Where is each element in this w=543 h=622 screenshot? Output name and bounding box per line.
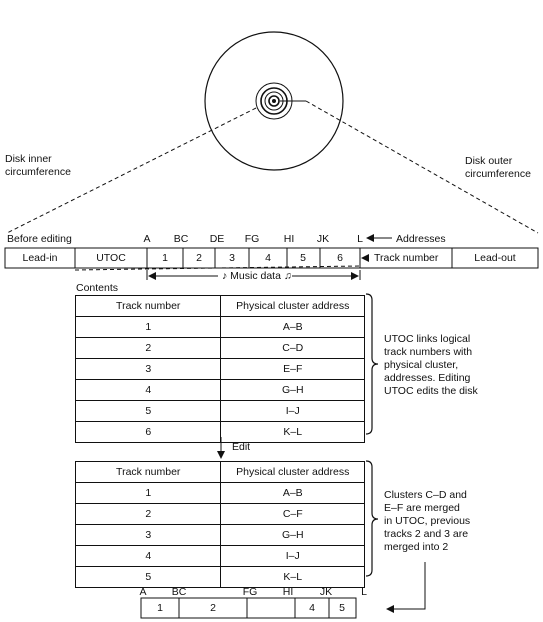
address-BC: BC	[173, 233, 189, 245]
table-row	[76, 401, 365, 422]
segment-track-4: 4	[265, 252, 271, 264]
brace-after	[366, 461, 378, 576]
table-header	[76, 462, 365, 483]
bottom-segment-5: 5	[339, 602, 345, 614]
address-L: L	[357, 233, 363, 245]
bottom-address-L: L	[361, 586, 367, 598]
table-row	[76, 422, 365, 443]
segment-track-number: Track number	[374, 252, 439, 264]
cell-track: 1	[76, 483, 221, 504]
table-row	[76, 525, 365, 546]
note-after: Clusters C–D and E–F are merged in UTOC, previous tracks 2 and 3 are merged into 2	[384, 489, 471, 553]
bottom-address-strip	[141, 598, 356, 618]
cell-track: 4	[76, 380, 221, 401]
table-row	[76, 567, 365, 588]
segment-utoc: UTOC	[96, 252, 126, 264]
disk-outer-label: Disk outer circumference	[465, 155, 531, 180]
cell-address: I–J	[221, 401, 365, 422]
projection-lines	[7, 101, 538, 270]
address-strip	[5, 248, 538, 268]
segment-track-2: 2	[196, 252, 202, 264]
cell-track: 2	[76, 338, 221, 359]
address-FG: FG	[244, 233, 260, 245]
utoc-table-after	[75, 461, 365, 588]
segment-track-3: 3	[229, 252, 235, 264]
bottom-address-HI: HI	[282, 586, 294, 598]
column-header: Physical cluster address	[221, 462, 365, 483]
cell-track: 5	[76, 401, 221, 422]
segment-track-5: 5	[300, 252, 306, 264]
cell-address: G–H	[221, 525, 365, 546]
cell-address: I–J	[221, 546, 365, 567]
segment-track-1: 1	[162, 252, 168, 264]
cell-address: C–D	[221, 338, 365, 359]
column-header: Track number	[76, 296, 221, 317]
cell-track: 1	[76, 317, 221, 338]
address-JK: JK	[316, 233, 330, 245]
bottom-address-JK: JK	[319, 586, 333, 598]
cell-track: 4	[76, 546, 221, 567]
cell-address: A–B	[221, 483, 365, 504]
cell-address: C–F	[221, 504, 365, 525]
table-row	[76, 338, 365, 359]
cell-track: 3	[76, 359, 221, 380]
segment-lead-out: Lead-out	[474, 252, 516, 264]
addresses-label: Addresses	[396, 233, 446, 245]
brace-before	[366, 294, 378, 434]
cell-track: 6	[76, 422, 221, 443]
bottom-segment-4: 4	[309, 602, 315, 614]
table-row	[76, 317, 365, 338]
column-header: Track number	[76, 462, 221, 483]
table-row	[76, 483, 365, 504]
music-data-label: ♪ Music data ♫	[222, 270, 292, 282]
cell-track: 3	[76, 525, 221, 546]
bottom-address-A: A	[139, 586, 147, 598]
bottom-address-BC: BC	[171, 586, 187, 598]
address-HI: HI	[283, 233, 295, 245]
column-header: Physical cluster address	[221, 296, 365, 317]
cell-address: G–H	[221, 380, 365, 401]
address-A: A	[143, 233, 151, 245]
disk-icon	[205, 32, 343, 170]
table-header	[76, 296, 365, 317]
cell-address: K–L	[221, 567, 365, 588]
music-notes-icon: ♫	[283, 270, 292, 282]
music-note-icon: ♪	[222, 270, 228, 282]
table-row	[76, 380, 365, 401]
edit-label: Edit	[232, 441, 251, 453]
cell-track: 2	[76, 504, 221, 525]
before-editing-label: Before editing	[7, 233, 72, 245]
cell-address: K–L	[221, 422, 365, 443]
utoc-table-before	[75, 295, 365, 443]
cell-address: A–B	[221, 317, 365, 338]
disk-inner-label: Disk inner circumference	[5, 153, 71, 178]
segment-lead-in: Lead-in	[22, 252, 58, 264]
table-row	[76, 504, 365, 525]
bottom-segment-2: 2	[210, 602, 216, 614]
cell-address: E–F	[221, 359, 365, 380]
bottom-address-FG: FG	[242, 586, 258, 598]
contents-label: Contents	[76, 282, 119, 294]
address-DE: DE	[209, 233, 225, 245]
bottom-segment-1: 1	[157, 602, 163, 614]
note-before: UTOC links logical track numbers with physical cluster, addresses. Editing UTOC edits the disk	[384, 333, 478, 397]
table-row	[76, 546, 365, 567]
segment-track-6: 6	[337, 252, 343, 264]
table-row	[76, 359, 365, 380]
cell-track: 5	[76, 567, 221, 588]
